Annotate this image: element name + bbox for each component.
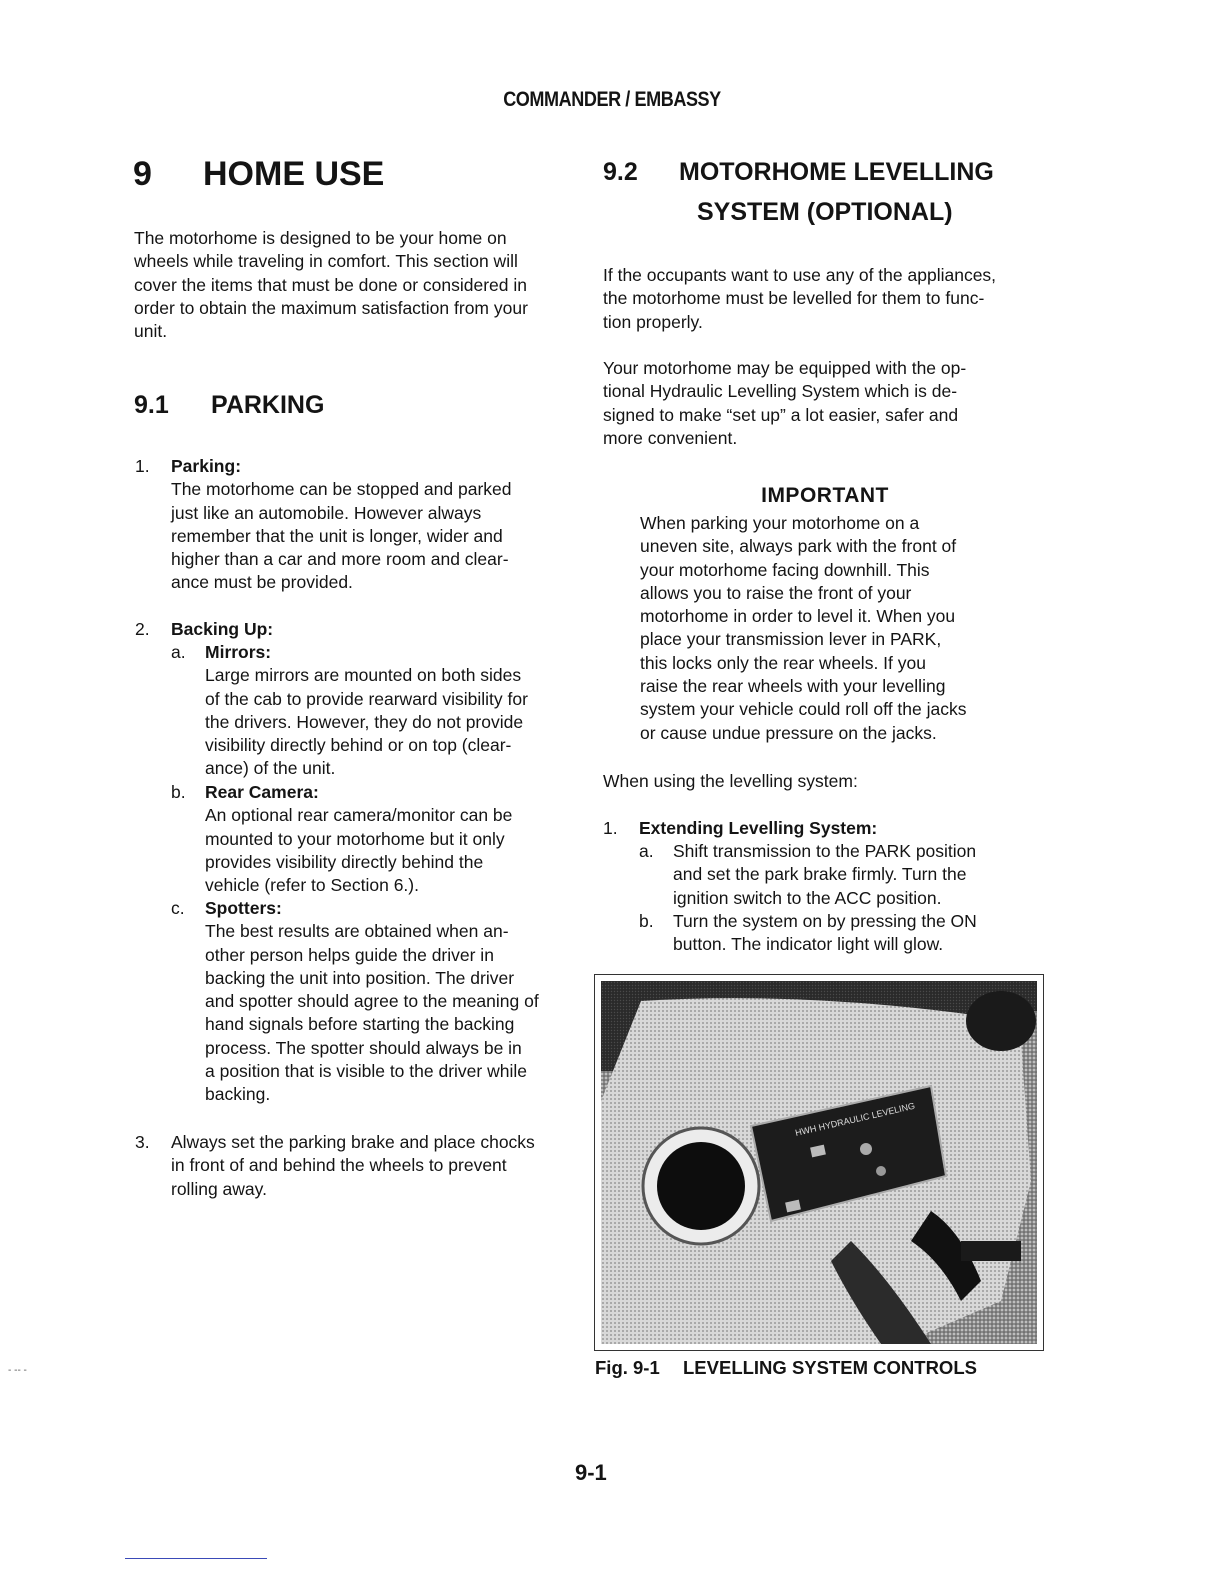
running-header: COMMANDER / EMBASSY [503, 88, 721, 111]
item-number: 3. [135, 1132, 150, 1152]
important-notice: When parking your motorhome on a uneven site, always park with the front of your motorhome facing downhill. This allows you to raise the front of your motorhome in order to level it. When you place your transmission lever in PARK, this locks only the rear wheels. If you raise the rear wheels with your levelling system your vehicle could roll off the jacks or cause undue pressure on the jacks. [640, 513, 967, 743]
step-b: b. Turn the system on by pressing the ON button. The indicator light will glow. [639, 911, 977, 955]
subsection-title-line1: MOTORHOME LEVELLING [679, 158, 994, 186]
page-number: 9-1 [575, 1460, 607, 1485]
section-title: HOME USE [203, 155, 385, 193]
item-number: 1. [603, 818, 618, 838]
footer-rule [125, 1558, 267, 1559]
list-item [603, 817, 1039, 840]
sub-item-mirrors: a. Mirrors: Large mirrors are mounted on both sides of the cab to provide rearward visibility for the drivers. However, they do not provide visibility directly behind or on top (clear- ance) of the unit. [171, 642, 528, 779]
intro-paragraph: The motorhome is designed to be your home on wheels while traveling in comfort. This section will cover the items that must be done or considered in order to obtain the maximum satisfaction from your unit. [134, 228, 528, 342]
item-title: Parking: [171, 456, 242, 476]
figure-caption: LEVELLING SYSTEM CONTROLS [683, 1357, 977, 1378]
levelling-paragraph-2: Your motorhome may be equipped with the op- tional Hydraulic Levelling System which is de- signed to make “set up” a lot easier, safer and more convenient. [603, 358, 967, 448]
levelling-paragraph-1: If the occupants want to use any of the appliances, the motorhome must be levelled for them to func- tion properly. [603, 265, 997, 332]
item-number: 1. [135, 456, 150, 476]
subsection-number: 9.1 [134, 391, 169, 419]
subsection-number: 9.2 [603, 158, 638, 186]
item-title: Extending Levelling System: [639, 818, 878, 838]
margin-mark: - -- - [8, 1365, 27, 1376]
item-number: 2. [135, 619, 150, 639]
levelling-control-panel-photo-icon [601, 981, 1037, 1344]
sub-item-spotters: c. Spotters: The best results are obtained when an- other person helps guide the driver in backing the unit into position. The driver and spotter should agree to the meaning of hand signals before starting the backing process. The spotter should always be in a position that is visible to the driver while backing. [171, 898, 539, 1105]
list-item: 3. Always set the parking brake and place chocks in front of and behind the wheels to prevent rolling away. [135, 1132, 535, 1199]
subsection-title-line2: SYSTEM (OPTIONAL) [697, 198, 953, 226]
panel-label: HWH HYDRAULIC LEVELING [794, 1100, 916, 1138]
subsection-title: PARKING [211, 391, 325, 419]
list-item [135, 618, 591, 641]
figure-label: Fig. 9-1 [595, 1357, 660, 1378]
list-item: 1. Parking: The motorhome can be stopped and parked just like an automobile. However always remember that the unit is longer, wider and higher than a car and more room and clear- ance must be provided. [171, 455, 591, 595]
step-a: a. Shift transmission to the PARK position and set the park brake firmly. Turn the ignition switch to the ACC position. [639, 841, 977, 908]
important-heading: IMPORTANT [761, 484, 889, 507]
item-title: Backing Up: [171, 619, 274, 639]
sub-item-rear-camera: b. Rear Camera: An optional rear camera/monitor can be mounted to your motorhome but it only provides visibility directly behind the vehicle (refer to Section 6.). [171, 782, 513, 896]
when-using-text: When using the levelling system: [603, 771, 858, 791]
section-number: 9 [133, 155, 152, 193]
levelling-controls-photo [594, 974, 1044, 1351]
